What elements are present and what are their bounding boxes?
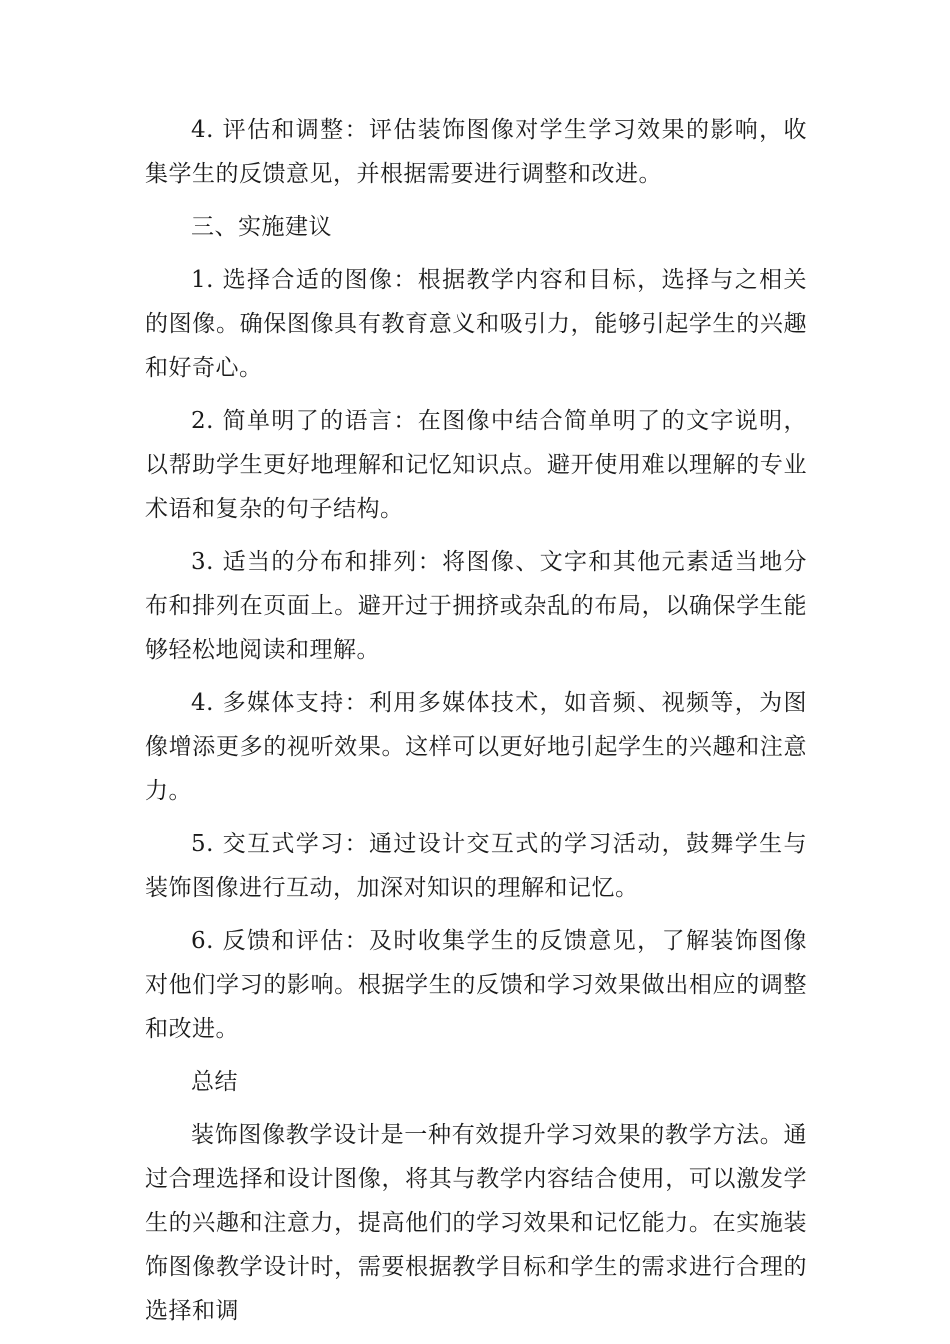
- section-heading-implementation: 三、实施建议: [191, 214, 332, 240]
- paragraph-feedback: 6. 反馈和评估：及时收集学生的反馈意见，了解装饰图像对他们学习的影响。根据学生的反馈和学习效果做出相应的调整和改进。: [145, 928, 807, 1042]
- paragraph-choose-images: 1. 选择合适的图像：根据教学内容和目标，选择与之相关的图像。确保图像具有教育意义和吸引力，能够引起学生的兴趣和好奇心。: [145, 267, 807, 381]
- paragraph-multimedia: 4. 多媒体支持：利用多媒体技术，如音频、视频等，为图像增添更多的视听效果。这样可以更好地引起学生的兴趣和注意力。: [145, 690, 807, 804]
- paragraph-layout-arrangement: 3. 适当的分布和排列：将图像、文字和其他元素适当地分布和排列在页面上。避开过于拥挤或杂乱的布局，以确保学生能够轻松地阅读和理解。: [145, 549, 807, 663]
- paragraph-evaluate-adjust: 4. 评估和调整：评估装饰图像对学生学习效果的影响，收集学生的反馈意见，并根据需要进行调整和改进。: [145, 117, 807, 187]
- paragraph-simple-language: 2. 简单明了的语言：在图像中结合简单明了的文字说明，以帮助学生更好地理解和记忆知识点。避开使用难以理解的专业术语和复杂的句子结构。: [145, 408, 807, 522]
- document-page: [145, 108, 807, 1342]
- paragraph-interactive-learning: 5. 交互式学习：通过设计交互式的学习活动，鼓舞学生与装饰图像进行互动，加深对知识的理解和记忆。: [145, 831, 807, 901]
- paragraph-summary: 装饰图像教学设计是一种有效提升学习效果的教学方法。通过合理选择和设计图像，将其与教学内容结合使用，可以激发学生的兴趣和注意力，提高他们的学习效果和记忆能力。在实施装饰图像教学设计时，需要根据教学目标和学生的需求进行合理的选择和调: [145, 1122, 807, 1324]
- section-heading-summary: 总结: [191, 1069, 238, 1095]
